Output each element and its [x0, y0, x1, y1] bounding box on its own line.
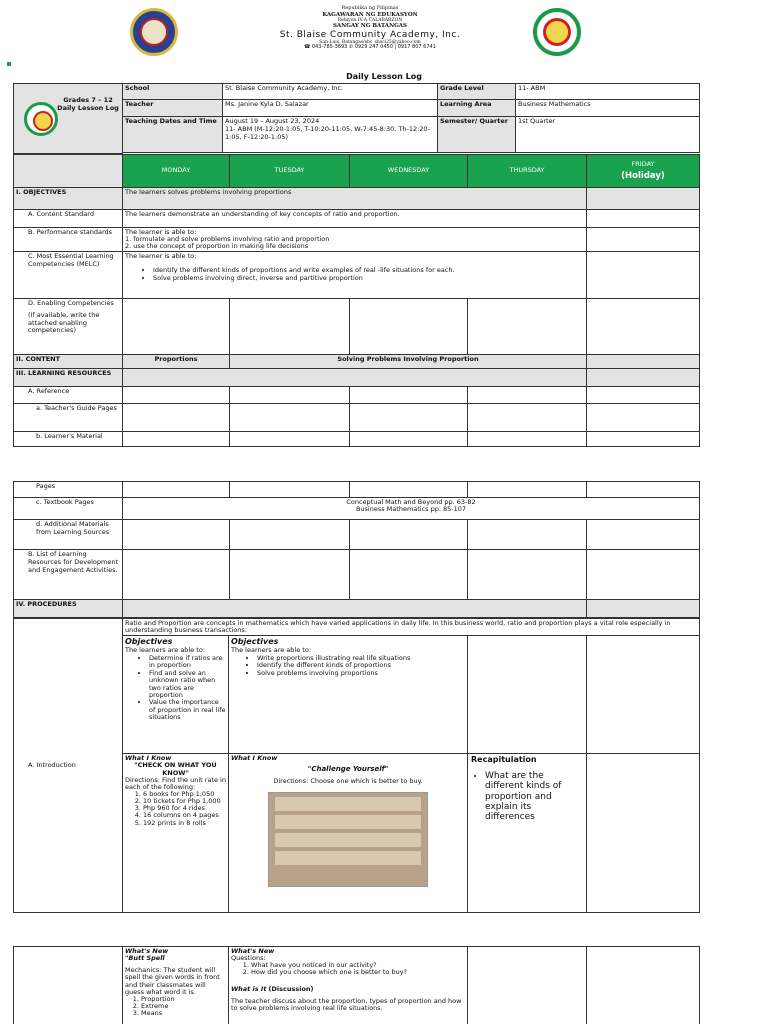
- whats-new-mon: [123, 947, 229, 1024]
- day-tuesday: TUESDAY: [230, 155, 350, 188]
- obj-tue-cell: [229, 636, 468, 753]
- content-std-text: The learners demonstrate an understanding of key concepts of ratio and proportion.: [123, 210, 587, 228]
- enabling-mon: [123, 299, 230, 355]
- perf-std-label: B. Performance standards: [14, 228, 123, 252]
- tg-mon: [123, 404, 230, 432]
- day-friday: [587, 155, 700, 188]
- pages-tue: [230, 482, 350, 498]
- tg-wed: [350, 404, 468, 432]
- butt-spell: "Butt Spell: [125, 954, 165, 963]
- photo-row: [275, 815, 421, 829]
- info-table: [13, 83, 700, 154]
- obj-tue-item: • Solve problems involving proportions: [257, 670, 465, 678]
- intro-content: [123, 619, 700, 913]
- lm-label: b. Learner's Material: [14, 432, 123, 447]
- content-mon: Proportions: [123, 355, 230, 369]
- ref-mon: [123, 387, 230, 404]
- lm-mon: [123, 432, 230, 447]
- day-monday: MONDAY: [123, 155, 230, 188]
- wik-mon-title: What I Know: [125, 754, 172, 763]
- photo-row: [275, 833, 421, 847]
- info-logo-cell: [14, 84, 123, 154]
- check-directions: Directions: Find the unit rate in each of the following:: [125, 775, 226, 791]
- friday-label: FRIDAY: [631, 159, 655, 168]
- header-line1: Republika ng Pilipinas: [341, 5, 399, 11]
- melc-cell: [123, 252, 587, 299]
- new-title: What's New: [125, 947, 169, 955]
- day-wednesday: WEDNESDAY: [350, 155, 468, 188]
- teacher-label: Teacher: [123, 100, 223, 117]
- dates-value: August 19 – August 23, 2024 11- ABM (M-12:20-1:05, T-10:20-11:05, W-7:45-8:30, Th-12:20-1:05, F-12:20-1:05): [223, 117, 438, 153]
- recap-cell: [468, 754, 587, 912]
- lm-fri: [587, 432, 700, 447]
- pages-label: Pages: [14, 482, 123, 498]
- pages-thu: [468, 482, 587, 498]
- page3-fri: [587, 947, 700, 1024]
- tg-label: a. Teacher's Guide Pages: [14, 404, 123, 432]
- ref-thu: [468, 387, 587, 404]
- new2-title: What's New: [231, 947, 275, 955]
- page3-label: [14, 947, 123, 1024]
- list-label: B. List of Learning Resources for Development and Engagement Activities.: [14, 550, 123, 600]
- procedures-label: IV. PROCEDURES: [14, 600, 123, 618]
- ref-fri: [587, 387, 700, 404]
- wik-tue-cell: [229, 754, 468, 912]
- grades-label: Grades 7 – 12 Daily Lesson Log: [57, 96, 119, 112]
- list-mon: [123, 550, 230, 600]
- add-mon: [123, 520, 230, 550]
- blank-corner: [14, 155, 123, 188]
- enabling-cell: [14, 299, 123, 355]
- melc-fri: [587, 252, 700, 299]
- challenge-photo: [268, 792, 428, 887]
- whatis-title: What is It: [231, 984, 267, 993]
- list-thu: [468, 550, 587, 600]
- intro-table: [13, 618, 700, 913]
- content-label: II. CONTENT: [14, 355, 123, 369]
- melc-intro: The learner is able to:: [125, 252, 197, 260]
- melc-item: • Solve problems involving direct, inverse and partitive proportion: [153, 275, 584, 283]
- tg-tue: [230, 404, 350, 432]
- area-label: Learning Area: [438, 100, 516, 117]
- procedures-fri: [587, 600, 700, 618]
- green-marker: [7, 62, 11, 66]
- ref-wed: [350, 387, 468, 404]
- objectives-fri: [587, 188, 700, 210]
- challenge-directions: Directions: Choose one which is better to buy.: [273, 777, 423, 786]
- pages-wed: [350, 482, 468, 498]
- header-school: St. Blaise Community Academy, Inc.: [279, 29, 461, 40]
- page3-thu: [468, 947, 587, 1024]
- photo-row: [275, 851, 421, 865]
- content-rest: Solving Problems Involving Proportion: [230, 355, 587, 369]
- enabling-fri: [587, 299, 700, 355]
- tg-fri: [587, 404, 700, 432]
- melc-label: C. Most Essential Learning Competencies (MELC): [14, 252, 123, 299]
- school-seal: [533, 8, 581, 56]
- list-wed: [350, 550, 468, 600]
- obj-mon-item: • Find and solve an unknown ratio when two ratios are proportion: [149, 670, 226, 700]
- lm-tue: [230, 432, 350, 447]
- add-thu: [468, 520, 587, 550]
- school-label: School: [123, 84, 223, 100]
- header-address: San Luis, Batangas/sbc_sbsci25@yahoo.com: [319, 39, 421, 45]
- wik-tue-title: What I Know: [231, 754, 278, 763]
- textbook-label: c. Textbook Pages: [14, 498, 123, 520]
- check-title: "CHECK ON WHAT YOU KNOW": [134, 761, 217, 777]
- list-tue: [230, 550, 350, 600]
- challenge-title: "Challenge Yourself": [307, 765, 389, 774]
- obj-mon-intro: The learners are able to:: [125, 645, 206, 654]
- check-item: 5. 192 prints in 8 rolls: [143, 820, 226, 827]
- add-tue: [230, 520, 350, 550]
- obj-mon-item: • Value the importance of proportion in real life situations: [149, 699, 226, 721]
- header-line3: Rehiyon IV-A CALABARZON: [337, 18, 403, 24]
- discussion-text: The teacher discuss about the proportion, types of proportion and how to solve problems involving real life situations.: [231, 996, 462, 1012]
- day-thursday: THURSDAY: [468, 155, 587, 188]
- friday-note: (Holiday): [621, 171, 665, 182]
- intro-label: A. Introduction: [14, 619, 123, 913]
- doc-title: Daily Lesson Log: [346, 72, 422, 81]
- deped-seal: [130, 8, 178, 56]
- word-item: 2. Extreme: [141, 1003, 226, 1010]
- add-fri: [587, 520, 700, 550]
- teacher-value: Ms. Janine Kyla D. Salazar: [223, 100, 438, 117]
- obj-tue-item: • Write proportions illustrating real life situations: [257, 655, 465, 663]
- pages-mon: [123, 482, 230, 498]
- recap-item: • What are the different kinds of proportion and explain its differences: [485, 771, 583, 823]
- content-std-fri: [587, 210, 700, 228]
- school-value: St. Blaise Community Academy, Inc.: [223, 84, 438, 100]
- ref-tue: [230, 387, 350, 404]
- sem-value: 1st Quarter: [516, 117, 700, 153]
- content-std-label: A. Content Standard: [14, 210, 123, 228]
- tg-thu: [468, 404, 587, 432]
- letterhead: [200, 6, 540, 51]
- enabling-label: D. Enabling Competencies: [28, 299, 114, 307]
- question-item: 2. How did you choose which one is better to buy?: [251, 969, 465, 976]
- enabling-tue: [230, 299, 350, 355]
- enabling-wed: [350, 299, 468, 355]
- check-item: 2. 10 tickets for Php 1,000: [143, 798, 226, 805]
- resources-label: III. LEARNING RESOURCES: [14, 369, 123, 387]
- perf-std-fri: [587, 228, 700, 252]
- dates-label: Teaching Dates and Time: [123, 117, 223, 153]
- discussion-label: (Discussion): [268, 984, 314, 993]
- main-table: [13, 154, 700, 447]
- word-item: 1. Proportion: [141, 996, 226, 1003]
- textbook-text: Conceptual Math and Beyond pp. 63-82 Business Mathematics pp. 85-107: [123, 498, 700, 520]
- procedures-span: [123, 600, 587, 618]
- area-value: Business Mathematics: [516, 100, 700, 117]
- header-line2: KAGAWARAN NG EDUKASYON: [322, 11, 418, 18]
- page3-table: [13, 946, 700, 1024]
- word-item: 3. Means: [141, 1010, 226, 1017]
- content-fri: [587, 355, 700, 369]
- check-item: 4. 16 columns on 4 pages: [143, 812, 226, 819]
- obj-tue-item: • Identify the different kinds of proportions: [257, 662, 465, 670]
- question-item: 1. What have you noticed in our activity?: [251, 962, 465, 969]
- page2-table: [13, 481, 700, 618]
- wik-mon-cell: [123, 754, 229, 912]
- grade-value: 11- ABM: [516, 84, 700, 100]
- list-fri: [587, 550, 700, 600]
- mechanics: Mechanics: The student will spell the given words in front and their classmates will guess what word it is.: [125, 966, 220, 996]
- enabling-note: (If available, write the attached enabling competencies): [28, 310, 100, 335]
- obj-tue-title: Objectives: [231, 637, 279, 647]
- obj-mon-title: Objectives: [125, 637, 173, 647]
- header-line4: SANGAY NG BATANGAS: [332, 23, 408, 30]
- sem-label: Semester/ Quarter: [438, 117, 516, 153]
- recap-title: Recapitulation: [471, 755, 537, 765]
- obj-tue-intro: The learners are able to:: [231, 645, 312, 654]
- melc-item: • Identify the different kinds of proportions and write examples of real -life situations for each.: [153, 267, 584, 275]
- school-logo: [24, 102, 58, 136]
- resources-fri: [587, 369, 700, 387]
- reference-label: A. Reference: [14, 387, 123, 404]
- add-wed: [350, 520, 468, 550]
- obj-fri-cell: [587, 636, 699, 753]
- lm-thu: [468, 432, 587, 447]
- questions-label: Questions:: [231, 954, 266, 963]
- resources-span: [123, 369, 587, 387]
- lm-wed: [350, 432, 468, 447]
- obj-mon-item: • Determine if ratios are in proportion: [149, 655, 226, 670]
- obj-mon-cell: [123, 636, 229, 753]
- additional-label: d. Additional Materials from Learning Sources: [14, 520, 123, 550]
- wik-fri-cell: [587, 754, 699, 912]
- intro-text: Ratio and Proportion are concepts in mathematics which have varied applications in daily life. In this business world, ratio and proportion plays a vital role especially in understanding business transactions.: [123, 619, 699, 636]
- perf-std-text: The learner is able to: 1. formulate and solve problems involving ratio and proportion 2. use the concept of proportion in making life decisions: [123, 228, 587, 252]
- photo-row: [275, 797, 421, 811]
- enabling-thu: [468, 299, 587, 355]
- pages-fri: [587, 482, 700, 498]
- objectives-label: I. OBJECTIVES: [14, 188, 123, 210]
- header-contact: ☎ 043-785-3693 ✆ 0929 247 0450 | 0917 807 6741: [304, 44, 436, 51]
- obj-thu-cell: [468, 636, 587, 753]
- objectives-text: The learners solves problems involving proportions: [123, 188, 587, 210]
- grade-label: Grade Level: [438, 84, 516, 100]
- check-item: 3. Php 960 for 4 rides: [143, 805, 226, 812]
- whats-new-tue: [229, 947, 468, 1024]
- check-item: 1. 6 books for Php 1,050: [143, 791, 226, 798]
